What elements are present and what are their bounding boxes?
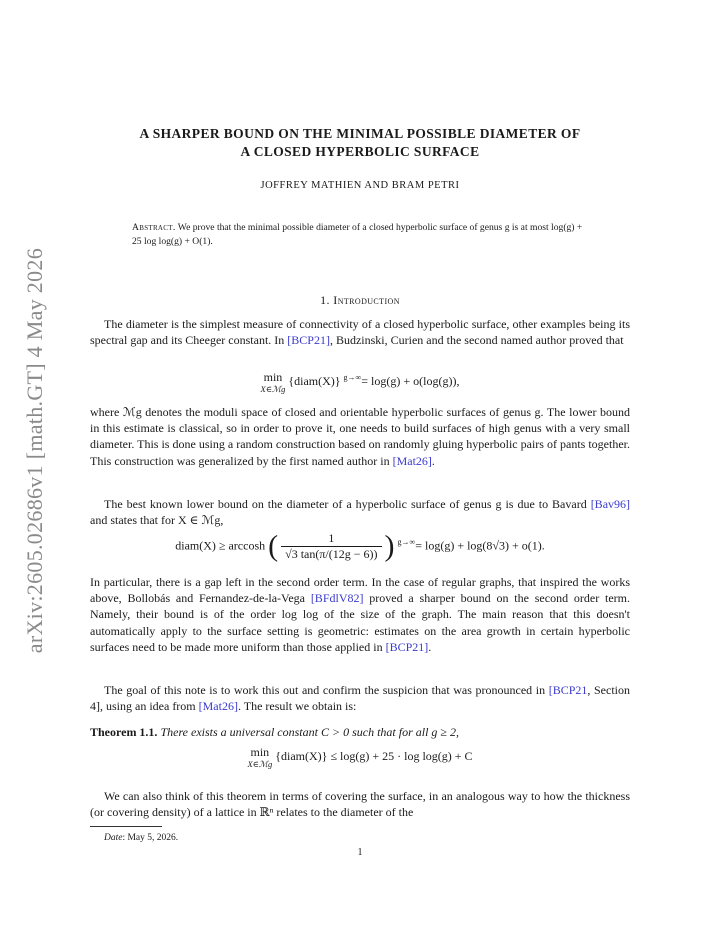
eq1-min-op: min [263, 370, 283, 384]
eq1-main: {diam(X)} [288, 373, 344, 388]
p6-text: We can also think of this theorem in terms of covering the surface, in an analogous way to how the thickness (or covering density) of a lattice in ℝⁿ relates to the diameter of the [90, 789, 630, 820]
eq3-body: {diam(X)} ≤ log(g) + 25 · log log(g) + C [275, 748, 473, 763]
theorem-1-1 [90, 724, 630, 740]
abstract [132, 221, 592, 249]
arxiv-identifier: arXiv:2605.02686v1 [math.GT] 4 May 2026 [22, 248, 47, 654]
paragraph-5 [90, 682, 630, 714]
p4-text-a: In particular, there is a gap left in the second order term. In the case of regular graphs, that inspired the works above, Bollobás and Fernandez-de-la-Vega [90, 575, 630, 606]
paragraph-2 [90, 404, 630, 469]
eq2-rhs: log(g) + log(8√3) + o(1). [422, 538, 545, 553]
section-heading: 1. Introduction [320, 293, 400, 307]
citation-bcp21[interactable]: [BCP21] [287, 333, 330, 348]
paragraph-1 [90, 316, 630, 348]
citation-bcp21-3[interactable]: [BCP21 [548, 683, 588, 697]
eq2-lhs: diam(X) ≥ arccosh [175, 538, 266, 553]
eq3-min [247, 745, 272, 769]
eq2-fraction [281, 531, 381, 562]
eq1-arrow: g→∞ [343, 372, 362, 382]
equation-1: min X∈ℳg {diam(X)} $^{g\to\infty}$= log(g) + o(log(g)), [260, 370, 460, 394]
paper-title [90, 125, 630, 161]
eq3-min-sub: X∈ℳg [247, 759, 273, 769]
abstract-text: We prove that the minimal possible diameter of a closed hyperbolic surface of genus g is at most log(g) + 25 log log(g) + O(1). [132, 222, 583, 247]
eq2-arrow: g→∞ [397, 537, 416, 547]
paragraph-6 [90, 788, 630, 820]
footnote-rule [90, 826, 162, 827]
eq1-min [261, 370, 286, 394]
p5-text-c: . The result we obtain is: [237, 699, 357, 714]
authors: JOFFREY MATHIEN AND BRAM PETRI [260, 180, 460, 191]
p5-text-b: , Section 4], using an idea from [90, 683, 630, 714]
title-line-2: A CLOSED HYPERBOLIC SURFACE [240, 144, 480, 159]
p5-text-a: The goal of this note is to work this out and confirm the suspicion that was pronounced in [104, 683, 546, 697]
p3-text-b: and states that for X ∈ ℳg, [90, 513, 224, 528]
title-line-1: A SHARPER BOUND ON THE MINIMAL POSSIBLE DIAMETER OF [139, 126, 581, 141]
citation-mat26[interactable]: [Mat26] [392, 453, 432, 468]
footnote-label: Date [104, 833, 123, 843]
page-number: 1 [357, 847, 363, 858]
eq2-numerator: 1 [281, 531, 381, 547]
p2-text-b: . [431, 453, 435, 468]
p1-text-a: The diameter is the simplest measure of connectivity of a closed hyperbolic surface, other examples being its spectral gap and its Cheeger constant. In [90, 317, 630, 348]
p1-text-b: , Budzinski, Curien and the second named author proved that [329, 333, 624, 348]
p4-text-c: . [428, 639, 432, 654]
eq3-min-op: min [250, 745, 270, 759]
equation-3 [90, 745, 630, 769]
eq2-denominator: √3 tan(π/(12g − 6)) [285, 547, 378, 561]
footnote-text: : May 5, 2026. [122, 833, 179, 843]
theorem-text: There exists a universal constant C > 0 such that for all g ≥ 2, [160, 725, 459, 739]
citation-mat26-2[interactable]: [Mat26] [198, 699, 238, 714]
citation-bcp21-2[interactable]: [BCP21] [385, 639, 429, 654]
paragraph-4 [90, 574, 630, 655]
paragraph-3 [90, 496, 630, 528]
citation-bfdlv82[interactable]: [BFdlV82] [310, 591, 364, 606]
p4-text-b: proved a sharper bound on the second order term. Namely, their bound is of the order log log of the size of the graph. The main reason that this doesn't automatically apply to the surface setting is geometric: estimates on the area growth in certain hyperbolic surfaces need to be made more uniform than those applied in [90, 591, 630, 654]
eq1-rhs: log(g) + o(log(g)), [368, 373, 460, 388]
abstract-label: Abstract. [132, 222, 176, 233]
citation-bav96[interactable]: [Bav96] [590, 497, 631, 511]
eq1-min-sub: X∈ℳg [260, 384, 286, 394]
footnote [104, 833, 178, 843]
equation-2: diam(X) ≥ arccosh ( $\frac{1}{√3 \tan(\pi/(12g - 6))}$ ) $^{g\to\infty}$= log(g) + log(8√3) + o(1). [175, 529, 545, 563]
p2-text-a: where ℳg denotes the moduli space of closed and orientable hyperbolic surfaces of genus g. The lower bound in this estimate is classical, so in order to prove it, one needs to build surfaces of high genus with a very small diameter. This is done using a random construction based on randomly gluing hyperbolic pairs of pants together. This construction was generalized by the first named author in [90, 405, 630, 468]
p3-text-a: The best known lower bound on the diameter of a hyperbolic surface of genus g is due to Bavard [104, 497, 587, 511]
theorem-label: Theorem 1.1. [90, 725, 158, 739]
